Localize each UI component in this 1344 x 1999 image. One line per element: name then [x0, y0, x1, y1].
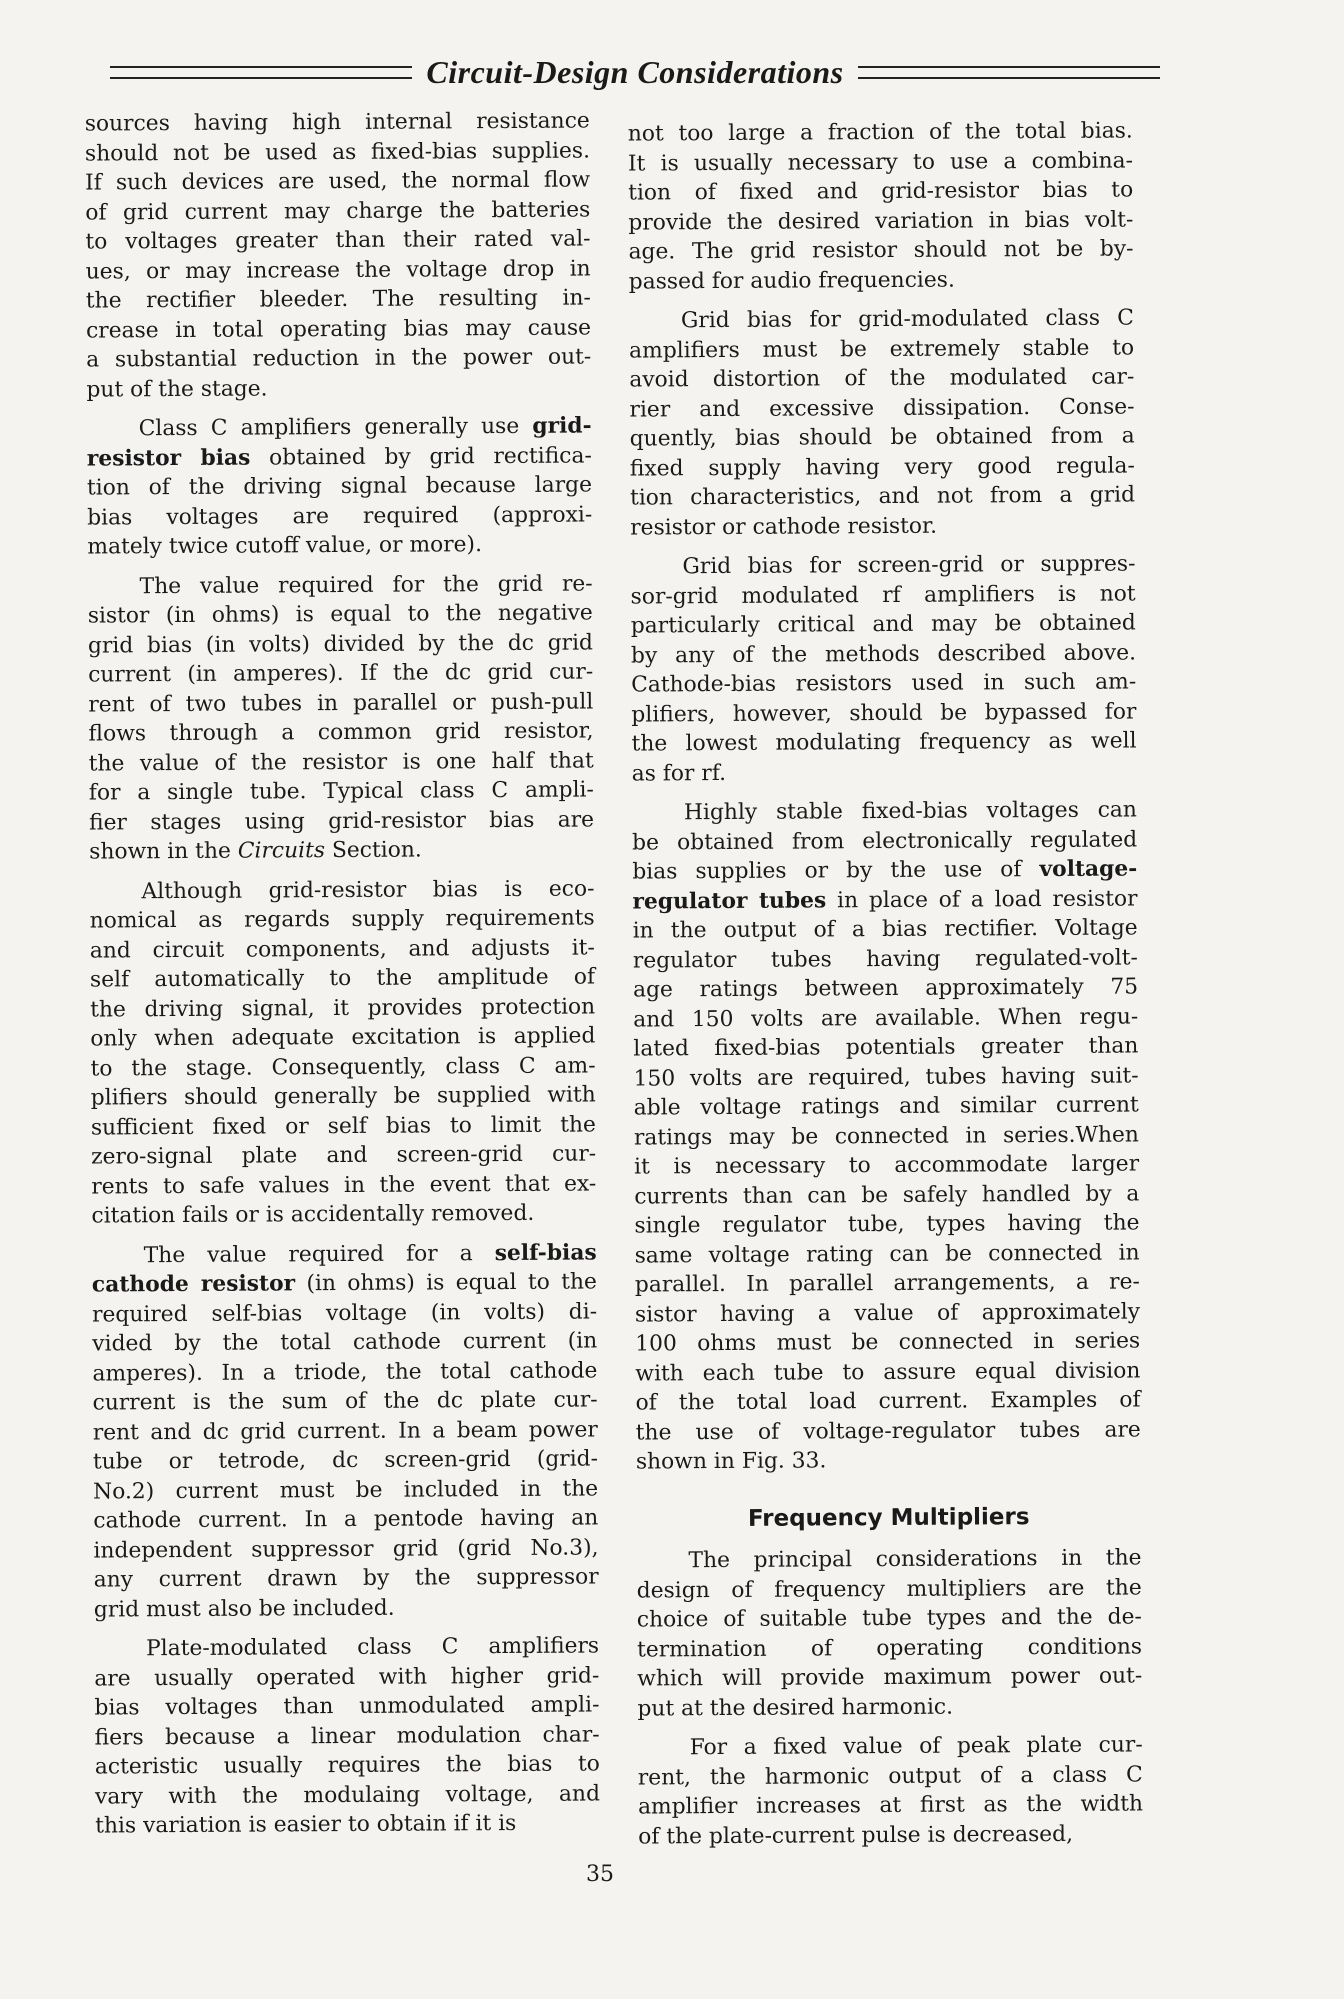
text-line: for a single tube. Typical class C ampli-: [88, 777, 594, 806]
text-line: amplifiers must be extremely stable to: [629, 334, 1135, 364]
running-header: [110, 52, 1160, 92]
text-line: cathode current. In a pentode having an: [93, 1505, 599, 1534]
text-line: resistor bias obtained by grid rectifica-: [86, 442, 592, 472]
text-line: resistor or cathode resistor.: [630, 513, 938, 541]
text-line: to voltages greater than their rated val-: [85, 226, 591, 255]
text-line: bias voltages than unmodulated ampli-: [94, 1692, 600, 1721]
text-line: independent suppressor grid (grid No.3),: [93, 1534, 599, 1564]
text-line: sistor having a value of approximately: [634, 1298, 1141, 1328]
text-line: choice of suitable tube types and the de-: [636, 1604, 1142, 1633]
text-line: by any of the methods described above.: [630, 639, 1137, 669]
paragraph: [88, 569, 595, 867]
text-line: particularly critical and may be obtained: [630, 610, 1136, 639]
text-line: quently, bias should be obtained from a: [629, 423, 1135, 452]
text-line: sources having high internal resistance: [84, 108, 590, 137]
text-line: rier and excessive dissipation. Conse-: [629, 393, 1135, 423]
text-line: mately twice cutoff value, or more).: [87, 532, 483, 560]
text-line: tion of fixed and grid-resistor bias to: [628, 177, 1134, 206]
text-line: age ratings between approximately 75: [632, 974, 1139, 1003]
text-line: required self-bias voltage (in volts) di-: [91, 1298, 598, 1328]
text-line: Highly stable fixed-bias voltages can: [683, 797, 1138, 826]
text-line: grid bias (in volts) divided by the dc grid: [87, 629, 594, 659]
text-line: only when adequate excitation is applied: [90, 1023, 596, 1052]
text-line: the driving signal, it provides protection: [90, 993, 596, 1023]
text-line: grid must also be included.: [93, 1595, 395, 1623]
text-line: nomical as regards supply requirements: [89, 905, 595, 934]
text-line: rent and dc grid current. In a beam power: [92, 1416, 598, 1446]
header-rule-right: [858, 66, 1160, 79]
text-line: plifiers should generally be supplied with: [90, 1082, 596, 1111]
paragraph: [632, 795, 1141, 1477]
text-line: with each tube to assure equal division: [635, 1357, 1141, 1387]
text-line: If such devices are used, the normal flow: [85, 167, 591, 196]
text-line: regulator tubes having regulated-volt-: [632, 944, 1138, 974]
text-line: fier stages using grid-resistor bias are: [88, 806, 595, 836]
text-line: flows through a common grid resistor,: [88, 718, 594, 747]
text-line: regulator tubes in place of a load resistor: [632, 885, 1138, 915]
paragraph: [85, 106, 592, 404]
text-line: The value required for a self-bias: [143, 1239, 597, 1268]
text-line: same voltage rating can be connected in: [634, 1239, 1140, 1269]
text-line: the rectifier bleeder. The resulting in-: [85, 285, 591, 314]
text-line: vided by the total cathode current (in: [92, 1328, 598, 1357]
text-line: ues, or may increase the voltage drop in: [85, 255, 591, 285]
paragraph: [636, 1543, 1142, 1723]
text-line: of the plate-current pulse is decreased,: [638, 1821, 1074, 1850]
text-line: Although grid-resistor bias is eco-: [141, 875, 595, 904]
text-line: rent, the harmonic output of a class C: [637, 1761, 1143, 1791]
text-line: It is usually necessary to use a combina-: [627, 147, 1134, 177]
right-column: [628, 116, 1144, 1851]
text-line: sistor (in ohms) is equal to the negative: [87, 600, 593, 629]
text-line: tube or tetrode, dc screen-grid (grid-: [92, 1446, 599, 1475]
text-line: of the total load current. Examples of: [635, 1387, 1141, 1416]
text-line: the value of the resistor is one half that: [88, 747, 594, 777]
text-line: shown in Fig. 33.: [635, 1448, 827, 1475]
text-line: any current drawn by the suppressor: [93, 1564, 599, 1593]
text-line: to the stage. Consequently, class C am-: [90, 1052, 596, 1082]
text-line: plifiers, however, should be bypassed for: [631, 698, 1137, 728]
text-line: put at the desired harmonic.: [637, 1694, 954, 1722]
text-line: able voltage ratings and similar current: [633, 1092, 1139, 1121]
paragraph: [628, 116, 1134, 296]
paragraph: [89, 874, 596, 1231]
paragraph: [638, 1730, 1144, 1851]
text-line: crease in total operating bias may cause: [85, 314, 592, 344]
text-line: are usually operated with higher grid-: [94, 1662, 600, 1692]
paragraph: [629, 303, 1135, 542]
text-line: amplifier increases at first as the width: [637, 1791, 1144, 1820]
paragraph: [92, 1238, 599, 1625]
text-line: the lowest modulating frequency as well: [631, 728, 1137, 757]
text-line: passed for audio frequencies.: [628, 267, 955, 295]
text-line: zero-signal plate and screen-grid cur-: [91, 1141, 597, 1170]
text-line: rents to safe values in the event that ex-: [91, 1170, 597, 1200]
text-line: this variation is easier to obtain if it is: [95, 1810, 517, 1839]
text-line: shown in the Circuits Section.: [89, 837, 422, 865]
text-line: For a fixed value of peak plate cur-: [689, 1732, 1143, 1761]
text-line: and 150 volts are available. When regu-: [633, 1003, 1139, 1033]
text-line: Plate-modulated class C amplifiers: [146, 1633, 600, 1662]
text-line: currents than can be safely handled by a: [634, 1180, 1140, 1210]
text-line: sor-grid modulated rf amplifiers is not: [630, 580, 1136, 610]
text-line: bias supplies or by the use of voltage-: [632, 856, 1138, 885]
text-line: tion characteristics, and not from a grid: [629, 482, 1136, 511]
text-line: rent of two tubes in parallel or push-pull: [88, 688, 594, 718]
left-column: [85, 106, 601, 1847]
paragraph: [630, 549, 1136, 788]
text-line: current is the sum of the dc plate cur-: [92, 1387, 598, 1416]
text-line: in the output of a bias rectifier. Voltage: [632, 915, 1138, 944]
text-line: Grid bias for screen-grid or suppres-: [682, 551, 1136, 580]
text-line: avoid distortion of the modulated car-: [629, 364, 1135, 393]
text-line: current (in amperes). If the dc grid cur-: [88, 659, 594, 688]
paragraph: [87, 411, 593, 562]
text-line: single regulator tube, types having the: [634, 1210, 1140, 1239]
text-line: ratings may be connected in series.When: [633, 1121, 1140, 1151]
header-rule-left: [110, 66, 412, 79]
text-line: a substantial reduction in the power out-: [86, 344, 592, 373]
text-line: tion of the driving signal because large: [86, 472, 593, 501]
text-line: citation fails or is accidentally removed.: [91, 1200, 535, 1229]
header-title: Circuit-Design Considerations: [426, 53, 844, 90]
text-line: which will provide maximum power out-: [637, 1663, 1143, 1692]
text-line: Grid bias for grid-modulated class C: [680, 305, 1135, 334]
text-line: Class C amplifiers generally use grid-: [138, 413, 592, 442]
text-line: amperes). In a triode, the total cathode: [92, 1357, 598, 1387]
text-line: lated fixed-bias potentials greater than: [633, 1033, 1139, 1062]
text-line: The principal considerations in the: [688, 1545, 1142, 1574]
text-line: Cathode-bias resistors used in such am-: [631, 669, 1137, 698]
text-line: self automatically to the amplitude of: [89, 964, 596, 993]
text-line: it is necessary to accommodate larger: [634, 1151, 1140, 1180]
page-number: 35: [586, 1862, 614, 1887]
text-line: the use of voltage-regulator tubes are: [635, 1416, 1141, 1446]
text-line: of grid current may charge the batteries: [85, 196, 591, 226]
text-line: put of the stage.: [86, 375, 268, 403]
text-line: vary with the modulaing voltage, and: [94, 1780, 601, 1810]
text-line: termination of operating conditions: [636, 1633, 1143, 1663]
text-line: parallel. In parallel arrangements, a re-: [634, 1269, 1140, 1298]
text-line: 150 volts are required, tubes having suit-: [633, 1062, 1139, 1092]
text-line: provide the desired variation in bias volt-: [628, 206, 1134, 236]
text-line: not too large a fraction of the total bias.: [627, 118, 1133, 147]
text-line: design of frequency multipliers are the: [636, 1574, 1142, 1604]
section-heading: Frequency Multipliers: [747, 1503, 1030, 1532]
text-line: be obtained from electronically regulated: [632, 826, 1138, 856]
text-line: sufficient fixed or self bias to limit the: [90, 1111, 596, 1141]
text-line: and circuit components, and adjusts it-: [89, 934, 595, 964]
paragraph: [94, 1631, 600, 1841]
text-line: should not be used as fixed-bias supplies.: [84, 137, 591, 167]
text-line: as for rf.: [631, 760, 727, 787]
text-line: cathode resistor (in ohms) is equal to the: [91, 1269, 597, 1298]
text-line: The value required for the grid re-: [139, 570, 593, 599]
text-line: age. The grid resistor should not be by-: [628, 236, 1134, 265]
text-line: 100 ohms must be connected in series: [635, 1328, 1141, 1357]
text-line: fixed supply having very good regula-: [629, 452, 1135, 482]
text-line: fiers because a linear modulation char-: [94, 1721, 600, 1751]
text-line: No.2) current must be included in the: [93, 1475, 599, 1505]
text-line: bias voltages are required (approxi-: [87, 501, 593, 531]
text-line: acteristic usually requires the bias to: [94, 1751, 600, 1780]
